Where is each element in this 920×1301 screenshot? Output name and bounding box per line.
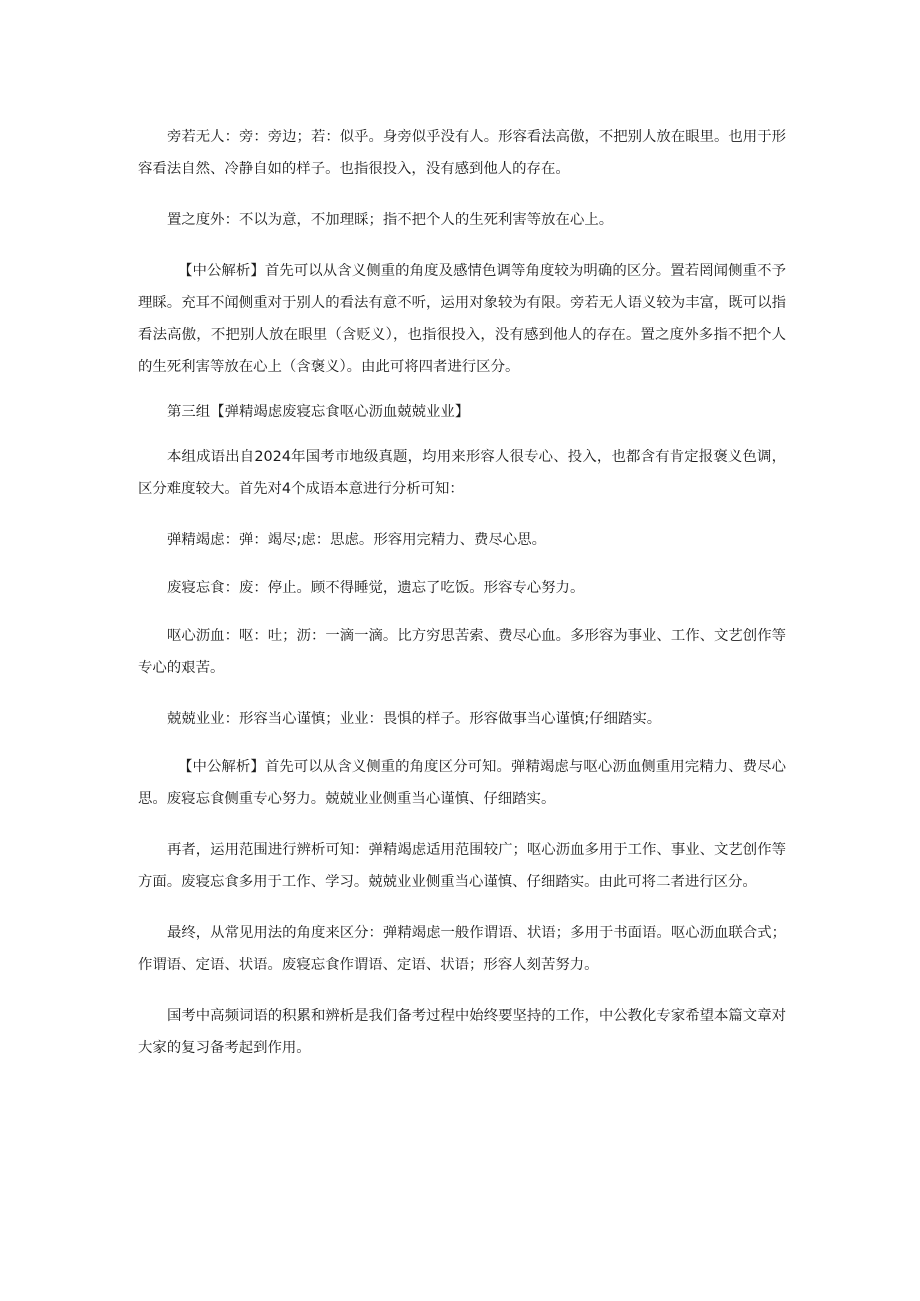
paragraph-jingjingyeye: 兢兢业业：形容当心谨慎；业业：畏惧的样子。形容做事当心谨慎;仔细踏实。 — [167, 711, 662, 727]
paragraph-pangruowuren: 旁若无人：旁：旁边；若：似乎。身旁似乎没有人。形容看法高傲，不把别人放在眼里。也用于形容看法自然、冷静自如的样子。也指很投入，没有感到他人的存在。 — [138, 129, 786, 177]
paragraph-danjingjielv: 弹精竭虑：弹：竭尽;虑：思虑。形容用完精力、费尽心思。 — [167, 532, 547, 548]
paragraph-conclusion: 国考中高频词语的积累和辨析是我们备考过程中始终要坚持的工作，中公教化专家希望本篇文章对大家的复习备考起到作用。 — [138, 1008, 786, 1056]
paragraph-feiqinwangshi: 废寝忘食：废：停止。顾不得睡觉，遗忘了吃饭。形容专心努力。 — [167, 580, 585, 596]
paragraph-common-usage: 最终，从常见用法的角度来区分：弹精竭虑一般作谓语、状语；多用于书面语。呕心沥血联合式；作谓语、定语、状语。废寝忘食作谓语、定语、状语；形容人刻苦努力。 — [138, 925, 786, 973]
paragraph-ouxinlixue: 呕心沥血：呕：吐；沥：一滴一滴。比方穷思苦索、费尽心血。多形容为事业、工作、文艺创作等专心的艰苦。 — [138, 628, 786, 676]
document-body — [138, 121, 786, 1064]
paragraph-analysis-group3: 【中公解析】首先可以从含义侧重的角度区分可知。弹精竭虑与呕心沥血侧重用完精力、费尽心思。废寝忘食侧重专心努力。兢兢业业侧重当心谨慎、仔细踏实。 — [138, 759, 786, 807]
paragraph-group3-intro: 本组成语出自2024年国考市地级真题，均用来形容人很专心、投入，也都含有肯定报褒义色调，区分难度较大。首先对4个成语本意进行分析可知： — [138, 449, 786, 497]
paragraph-analysis-group2: 【中公解析】首先可以从含义侧重的角度及感情色调等角度较为明确的区分。置若罔闻侧重不予理睬。充耳不闻侧重对于别人的看法有意不听，运用对象较为有限。旁若无人语义较为丰富，既可以指看法高傲，不把别人放在眼里（含贬义），也指很投入，没有感到他人的存在。置之度外多指不把个人的生死利害等放在心上（含褒义）。由此可将四者进行区分。 — [138, 263, 786, 375]
paragraph-zhizhiduwai: 置之度外：不以为意，不加理睬；指不把个人的生死利害等放在心上。 — [167, 212, 614, 228]
paragraph-usage-scope: 再者，运用范围进行辨析可知：弹精竭虑适用范围较广；呕心沥血多用于工作、事业、文艺创作等方面。废寝忘食多用于工作、学习。兢兢业业侧重当心谨慎、仔细踏实。由此可将二者进行区分。 — [138, 842, 786, 890]
section-heading-group3: 第三组【弹精竭虑废寝忘食呕心沥血兢兢业业】 — [167, 404, 470, 420]
